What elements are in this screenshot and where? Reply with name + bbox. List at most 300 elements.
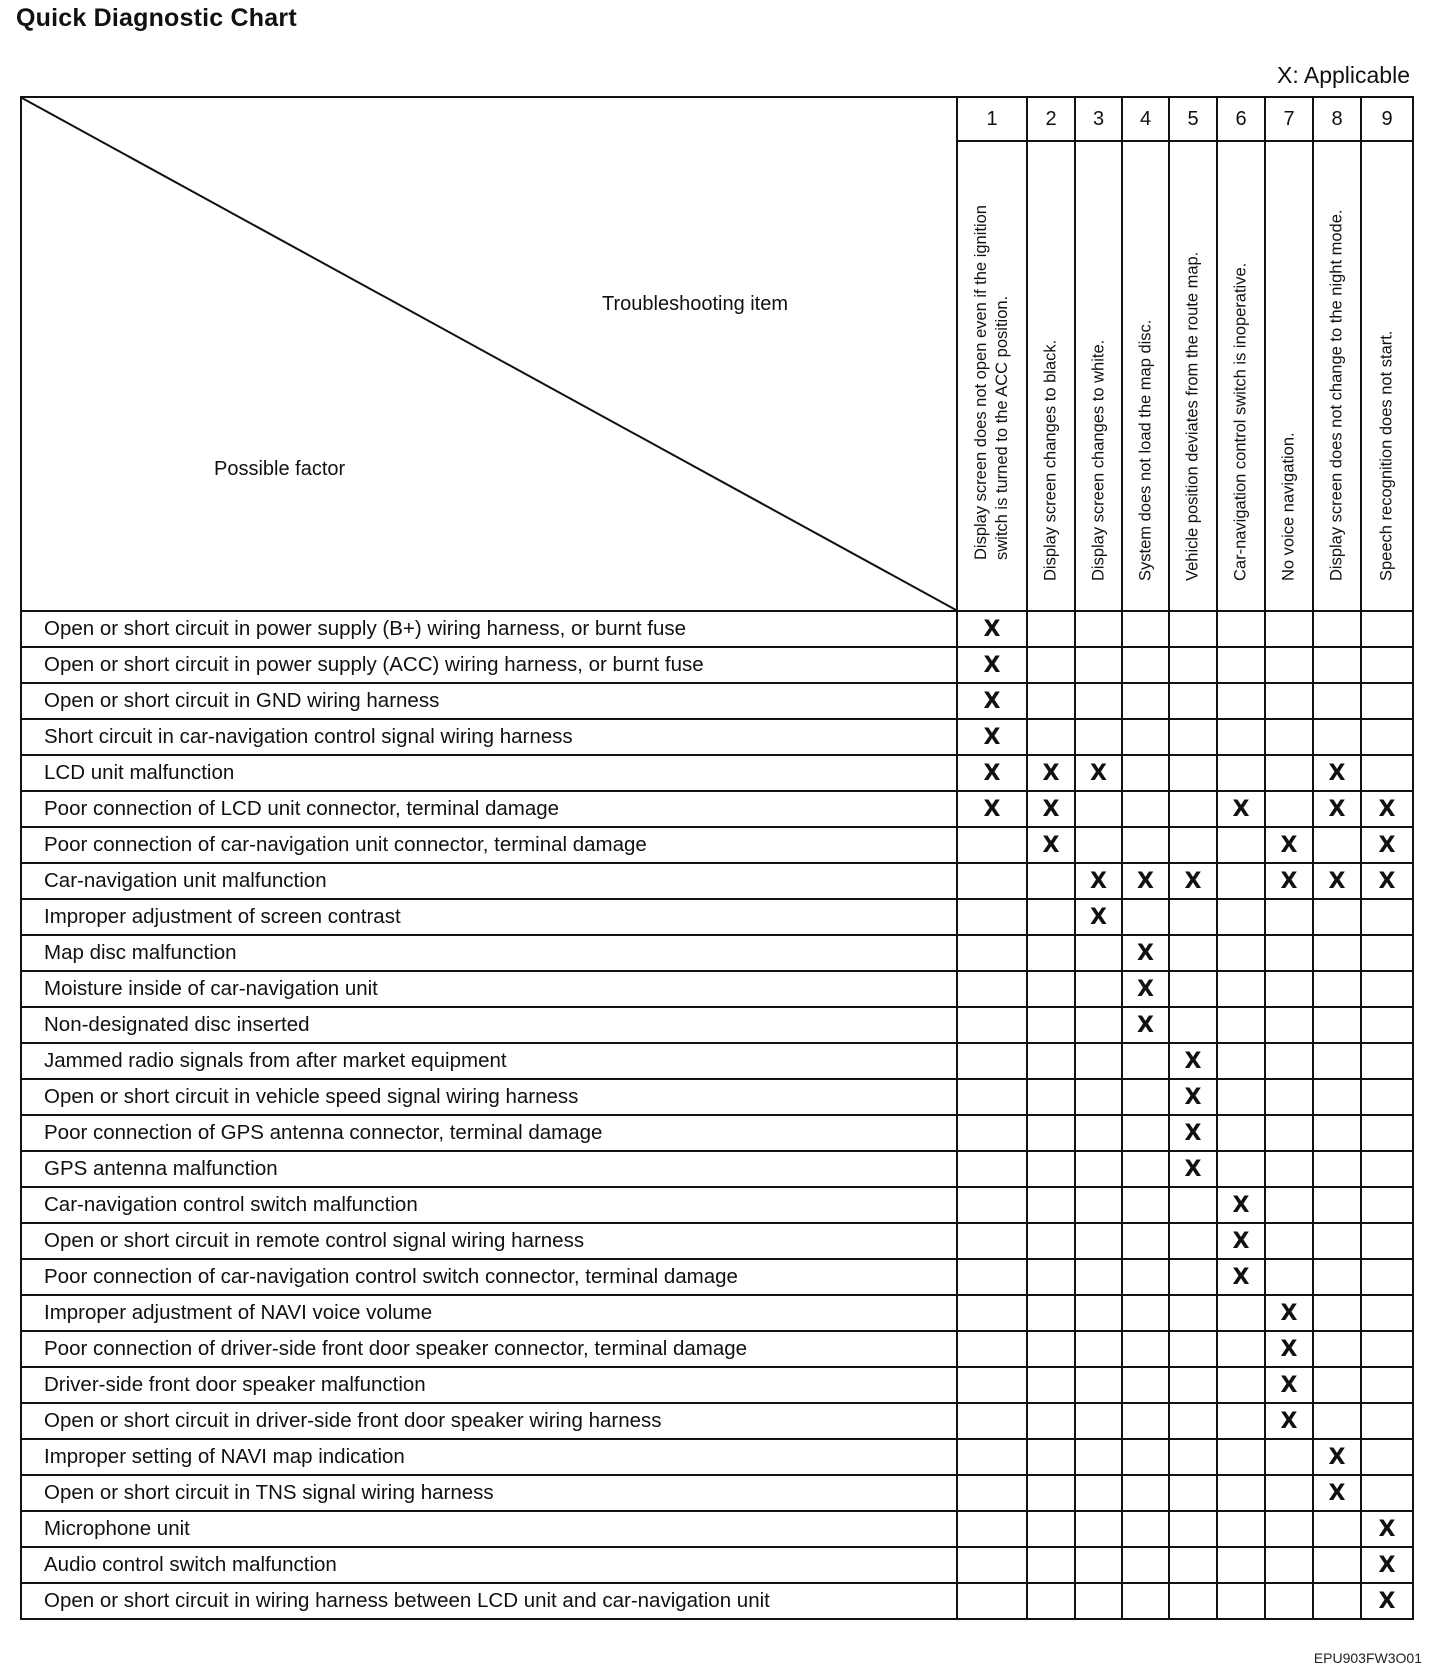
empty-cell [957, 863, 1027, 899]
factor-label: Poor connection of car-navigation unit connector, terminal damage [21, 827, 957, 863]
empty-cell [1027, 1475, 1075, 1511]
empty-cell [1027, 1007, 1075, 1043]
empty-cell [957, 827, 1027, 863]
empty-cell [1361, 611, 1413, 647]
factor-label: Improper setting of NAVI map indication [21, 1439, 957, 1475]
item-description-cell-8 [1313, 141, 1361, 611]
empty-cell [1265, 1151, 1313, 1187]
empty-cell [1027, 1511, 1075, 1547]
empty-cell [1027, 1367, 1075, 1403]
applicable-mark: X [1361, 1511, 1413, 1547]
empty-cell [1075, 1151, 1122, 1187]
factor-row [21, 1475, 1413, 1511]
factor-label: Map disc malfunction [21, 935, 957, 971]
empty-cell [1027, 1079, 1075, 1115]
factor-row [21, 1403, 1413, 1439]
item-description-line: No voice navigation. [1279, 432, 1298, 581]
empty-cell [1169, 1223, 1217, 1259]
empty-cell [1313, 1043, 1361, 1079]
factor-label: Short circuit in car-navigation control signal wiring harness [21, 719, 957, 755]
factor-row [21, 1187, 1413, 1223]
empty-cell [1169, 1547, 1217, 1583]
empty-cell [1075, 1475, 1122, 1511]
factor-row [21, 1259, 1413, 1295]
applicable-mark: X [1169, 1043, 1217, 1079]
empty-cell [957, 1367, 1027, 1403]
empty-cell [1027, 1151, 1075, 1187]
factor-label: GPS antenna malfunction [21, 1151, 957, 1187]
empty-cell [1122, 1475, 1169, 1511]
applicable-mark: X [957, 719, 1027, 755]
empty-cell [1169, 971, 1217, 1007]
empty-cell [1169, 683, 1217, 719]
empty-cell [1217, 1475, 1265, 1511]
empty-cell [1361, 971, 1413, 1007]
factor-row [21, 1079, 1413, 1115]
empty-cell [957, 1007, 1027, 1043]
empty-cell [1313, 899, 1361, 935]
diagnostic-chart-table [20, 96, 1414, 1620]
empty-cell [1169, 719, 1217, 755]
empty-cell [1075, 1367, 1122, 1403]
item-description [1231, 263, 1252, 581]
empty-cell [1122, 1547, 1169, 1583]
empty-cell [1265, 1475, 1313, 1511]
applicable-mark: X [1265, 1403, 1313, 1439]
empty-cell [957, 1331, 1027, 1367]
empty-cell [1265, 1115, 1313, 1151]
applicable-mark: X [1361, 791, 1413, 827]
empty-cell [1027, 647, 1075, 683]
factor-label: Poor connection of GPS antenna connector, terminal damage [21, 1115, 957, 1151]
factor-row [21, 1331, 1413, 1367]
empty-cell [957, 1511, 1027, 1547]
chart-body [21, 611, 1413, 1619]
factor-label: Open or short circuit in vehicle speed signal wiring harness [21, 1079, 957, 1115]
empty-cell [1169, 827, 1217, 863]
empty-cell [1217, 1007, 1265, 1043]
empty-cell [1122, 1223, 1169, 1259]
empty-cell [1075, 1115, 1122, 1151]
empty-cell [957, 1583, 1027, 1619]
applicable-mark: X [1122, 935, 1169, 971]
item-number-3: 3 [1075, 97, 1122, 141]
empty-cell [1265, 647, 1313, 683]
factor-label: Open or short circuit in power supply (B+) wiring harness, or burnt fuse [21, 611, 957, 647]
empty-cell [1122, 719, 1169, 755]
empty-cell [1265, 1079, 1313, 1115]
applicable-mark: X [1027, 827, 1075, 863]
factor-row [21, 1547, 1413, 1583]
empty-cell [1313, 827, 1361, 863]
empty-cell [957, 1043, 1027, 1079]
empty-cell [1169, 1331, 1217, 1367]
item-description-line: Display screen changes to white. [1089, 339, 1107, 581]
empty-cell [1027, 1259, 1075, 1295]
empty-cell [1075, 647, 1122, 683]
empty-cell [1122, 791, 1169, 827]
empty-cell [1122, 1439, 1169, 1475]
empty-cell [1361, 935, 1413, 971]
empty-cell [1122, 1295, 1169, 1331]
empty-cell [1075, 1547, 1122, 1583]
applicable-mark: X [957, 791, 1027, 827]
empty-cell [957, 1187, 1027, 1223]
applicable-mark: X [1169, 863, 1217, 899]
empty-cell [1122, 1583, 1169, 1619]
applicable-legend: X: Applicable [1277, 62, 1410, 88]
empty-cell [1313, 1331, 1361, 1367]
empty-cell [1361, 647, 1413, 683]
applicable-mark: X [1075, 863, 1122, 899]
item-description-cell-5 [1169, 141, 1217, 611]
empty-cell [1075, 1403, 1122, 1439]
empty-cell [1027, 611, 1075, 647]
empty-cell [1313, 1583, 1361, 1619]
applicable-mark: X [1265, 827, 1313, 863]
factor-row [21, 1115, 1413, 1151]
empty-cell [1122, 1151, 1169, 1187]
empty-cell [1265, 719, 1313, 755]
factor-label: LCD unit malfunction [21, 755, 957, 791]
factor-row [21, 647, 1413, 683]
empty-cell [1075, 1439, 1122, 1475]
empty-cell [1361, 1475, 1413, 1511]
factor-label: Improper adjustment of screen contrast [21, 899, 957, 935]
empty-cell [1075, 1331, 1122, 1367]
applicable-mark: X [1217, 1259, 1265, 1295]
header-corner-cell [21, 97, 957, 611]
empty-cell [1313, 1151, 1361, 1187]
item-description [1041, 340, 1062, 581]
empty-cell [1169, 1403, 1217, 1439]
factor-row [21, 1151, 1413, 1187]
empty-cell [1313, 1295, 1361, 1331]
empty-cell [1027, 863, 1075, 899]
empty-cell [1217, 827, 1265, 863]
empty-cell [1217, 1151, 1265, 1187]
empty-cell [1075, 1187, 1122, 1223]
factor-label: Non-designated disc inserted [21, 1007, 957, 1043]
factor-label: Open or short circuit in GND wiring harness [21, 683, 957, 719]
empty-cell [1122, 1511, 1169, 1547]
empty-cell [1217, 1331, 1265, 1367]
factor-row [21, 1043, 1413, 1079]
empty-cell [957, 899, 1027, 935]
empty-cell [1361, 1403, 1413, 1439]
applicable-mark: X [1313, 1439, 1361, 1475]
empty-cell [1361, 719, 1413, 755]
item-number-1: 1 [957, 97, 1027, 141]
empty-cell [1265, 971, 1313, 1007]
empty-cell [1265, 1259, 1313, 1295]
applicable-mark: X [1361, 863, 1413, 899]
empty-cell [1027, 1403, 1075, 1439]
empty-cell [1027, 1043, 1075, 1079]
item-description-cell-4 [1122, 141, 1169, 611]
factor-row [21, 1439, 1413, 1475]
empty-cell [1027, 1187, 1075, 1223]
applicable-mark: X [1027, 755, 1075, 791]
empty-cell [1217, 1079, 1265, 1115]
factor-label: Improper adjustment of NAVI voice volume [21, 1295, 957, 1331]
empty-cell [1361, 1187, 1413, 1223]
empty-cell [1122, 611, 1169, 647]
factor-label: Open or short circuit in TNS signal wiring harness [21, 1475, 957, 1511]
item-description [1088, 340, 1109, 581]
applicable-mark: X [1361, 827, 1413, 863]
factor-row [21, 683, 1413, 719]
item-description-line: System does not load the map disc. [1136, 319, 1154, 581]
possible-factor-label: Possible factor [214, 458, 346, 480]
empty-cell [1313, 1403, 1361, 1439]
item-description-cell-2 [1027, 141, 1075, 611]
applicable-mark: X [1313, 863, 1361, 899]
empty-cell [1169, 1439, 1217, 1475]
factor-row [21, 1295, 1413, 1331]
empty-cell [1313, 683, 1361, 719]
empty-cell [1169, 791, 1217, 827]
factor-row [21, 971, 1413, 1007]
empty-cell [1217, 971, 1265, 1007]
empty-cell [1027, 1439, 1075, 1475]
applicable-mark: X [1217, 791, 1265, 827]
item-description-cell-7 [1265, 141, 1313, 611]
item-description-cell-6 [1217, 141, 1265, 611]
empty-cell [1122, 899, 1169, 935]
empty-cell [1265, 611, 1313, 647]
page-title: Quick Diagnostic Chart [16, 4, 297, 32]
applicable-mark: X [1217, 1187, 1265, 1223]
item-description-line: Speech recognition does not start. [1377, 330, 1396, 581]
empty-cell [1217, 1043, 1265, 1079]
empty-cell [1313, 1511, 1361, 1547]
empty-cell [1169, 1583, 1217, 1619]
empty-cell [1122, 1367, 1169, 1403]
empty-cell [1075, 1259, 1122, 1295]
item-number-4: 4 [1122, 97, 1169, 141]
empty-cell [1361, 899, 1413, 935]
empty-cell [1169, 1295, 1217, 1331]
factor-row [21, 611, 1413, 647]
empty-cell [1027, 719, 1075, 755]
applicable-mark: X [1122, 971, 1169, 1007]
empty-cell [1361, 1007, 1413, 1043]
empty-cell [1361, 1295, 1413, 1331]
document-code: EPU903FW3O01 [1313, 1650, 1422, 1666]
empty-cell [1169, 647, 1217, 683]
empty-cell [1027, 935, 1075, 971]
empty-cell [1122, 827, 1169, 863]
factor-label: Poor connection of car-navigation control switch connector, terminal damage [21, 1259, 957, 1295]
applicable-mark: X [1075, 755, 1122, 791]
empty-cell [957, 971, 1027, 1007]
applicable-mark: X [1217, 1223, 1265, 1259]
empty-cell [1169, 1259, 1217, 1295]
applicable-mark: X [1169, 1115, 1217, 1151]
empty-cell [1075, 1295, 1122, 1331]
troubleshooting-item-label: Troubleshooting item [602, 293, 789, 315]
empty-cell [1361, 1331, 1413, 1367]
item-number-2: 2 [1027, 97, 1075, 141]
applicable-mark: X [1265, 1367, 1313, 1403]
factor-label: Car-navigation control switch malfunction [21, 1187, 957, 1223]
empty-cell [1217, 647, 1265, 683]
item-description [971, 205, 1013, 560]
item-description [1377, 331, 1398, 581]
item-description-line: Display screen changes to black. [1041, 339, 1060, 581]
factor-row [21, 863, 1413, 899]
applicable-mark: X [1265, 863, 1313, 899]
empty-cell [957, 1547, 1027, 1583]
empty-cell [1361, 1079, 1413, 1115]
empty-cell [957, 935, 1027, 971]
empty-cell [1313, 647, 1361, 683]
empty-cell [1265, 1043, 1313, 1079]
chart-header [21, 97, 1413, 611]
item-number-6: 6 [1217, 97, 1265, 141]
empty-cell [1265, 1187, 1313, 1223]
factor-row [21, 1367, 1413, 1403]
empty-cell [1217, 683, 1265, 719]
applicable-mark: X [1169, 1151, 1217, 1187]
empty-cell [1217, 611, 1265, 647]
empty-cell [1122, 1403, 1169, 1439]
item-description [1327, 210, 1348, 581]
factor-row [21, 755, 1413, 791]
factor-row [21, 1007, 1413, 1043]
empty-cell [1361, 1439, 1413, 1475]
empty-cell [1313, 1259, 1361, 1295]
empty-cell [1075, 1511, 1122, 1547]
empty-cell [1217, 1403, 1265, 1439]
empty-cell [1217, 1367, 1265, 1403]
empty-cell [1361, 1367, 1413, 1403]
empty-cell [1027, 1223, 1075, 1259]
factor-label: Moisture inside of car-navigation unit [21, 971, 957, 1007]
empty-cell [1217, 1115, 1265, 1151]
empty-cell [1075, 1079, 1122, 1115]
empty-cell [957, 1079, 1027, 1115]
empty-cell [1217, 1547, 1265, 1583]
factor-row [21, 935, 1413, 971]
item-description [1279, 432, 1300, 581]
empty-cell [1265, 1439, 1313, 1475]
applicable-mark: X [1169, 1079, 1217, 1115]
empty-cell [957, 1403, 1027, 1439]
empty-cell [1027, 899, 1075, 935]
empty-cell [1313, 719, 1361, 755]
item-description-line: Vehicle position deviates from the route map. [1183, 251, 1202, 581]
factor-row [21, 1583, 1413, 1619]
empty-cell [1075, 683, 1122, 719]
diagonal-divider [22, 98, 956, 610]
item-number-7: 7 [1265, 97, 1313, 141]
applicable-mark: X [1313, 791, 1361, 827]
item-description [1135, 320, 1156, 581]
empty-cell [1122, 1259, 1169, 1295]
empty-cell [1027, 1547, 1075, 1583]
item-description-cell-9 [1361, 141, 1413, 611]
empty-cell [1361, 683, 1413, 719]
empty-cell [1265, 1583, 1313, 1619]
empty-cell [1122, 1187, 1169, 1223]
item-number-8: 8 [1313, 97, 1361, 141]
empty-cell [1122, 1115, 1169, 1151]
empty-cell [957, 1439, 1027, 1475]
empty-cell [1265, 1511, 1313, 1547]
empty-cell [1075, 935, 1122, 971]
applicable-mark: X [1027, 791, 1075, 827]
empty-cell [1313, 1367, 1361, 1403]
applicable-mark: X [957, 755, 1027, 791]
applicable-mark: X [1265, 1295, 1313, 1331]
empty-cell [1265, 1547, 1313, 1583]
item-description-cell-1 [957, 141, 1027, 611]
factor-row [21, 1223, 1413, 1259]
empty-cell [1169, 1475, 1217, 1511]
factor-label: Open or short circuit in wiring harness between LCD unit and car-navigation unit [21, 1583, 957, 1619]
empty-cell [1265, 791, 1313, 827]
empty-cell [1265, 683, 1313, 719]
empty-cell [957, 1223, 1027, 1259]
factor-row [21, 719, 1413, 755]
empty-cell [1361, 1223, 1413, 1259]
empty-cell [1313, 1547, 1361, 1583]
factor-label: Driver-side front door speaker malfunction [21, 1367, 957, 1403]
empty-cell [1075, 971, 1122, 1007]
empty-cell [1122, 1079, 1169, 1115]
empty-cell [1313, 971, 1361, 1007]
applicable-mark: X [957, 611, 1027, 647]
empty-cell [1217, 863, 1265, 899]
empty-cell [1075, 791, 1122, 827]
item-description-line: Display screen does not change to the night mode. [1327, 209, 1346, 581]
empty-cell [1169, 1007, 1217, 1043]
item-description-line: Car-navigation control switch is inoperative. [1231, 262, 1250, 581]
empty-cell [957, 1115, 1027, 1151]
empty-cell [1217, 1439, 1265, 1475]
empty-cell [1217, 1511, 1265, 1547]
item-number-9: 9 [1361, 97, 1413, 141]
factor-label: Audio control switch malfunction [21, 1547, 957, 1583]
empty-cell [1361, 755, 1413, 791]
empty-cell [1265, 755, 1313, 791]
empty-cell [1169, 1187, 1217, 1223]
empty-cell [1075, 1043, 1122, 1079]
empty-cell [1075, 611, 1122, 647]
empty-cell [1075, 1583, 1122, 1619]
empty-cell [1265, 1223, 1313, 1259]
empty-cell [1313, 935, 1361, 971]
empty-cell [1313, 611, 1361, 647]
empty-cell [1122, 755, 1169, 791]
applicable-mark: X [957, 647, 1027, 683]
factor-label: Car-navigation unit malfunction [21, 863, 957, 899]
factor-label: Open or short circuit in power supply (ACC) wiring harness, or burnt fuse [21, 647, 957, 683]
empty-cell [1075, 1007, 1122, 1043]
factor-row [21, 827, 1413, 863]
applicable-mark: X [1313, 755, 1361, 791]
empty-cell [957, 1475, 1027, 1511]
empty-cell [1075, 1223, 1122, 1259]
empty-cell [1361, 1259, 1413, 1295]
empty-cell [1169, 899, 1217, 935]
item-number-5: 5 [1169, 97, 1217, 141]
empty-cell [1265, 1007, 1313, 1043]
empty-cell [1217, 719, 1265, 755]
factor-label: Open or short circuit in driver-side front door speaker wiring harness [21, 1403, 957, 1439]
